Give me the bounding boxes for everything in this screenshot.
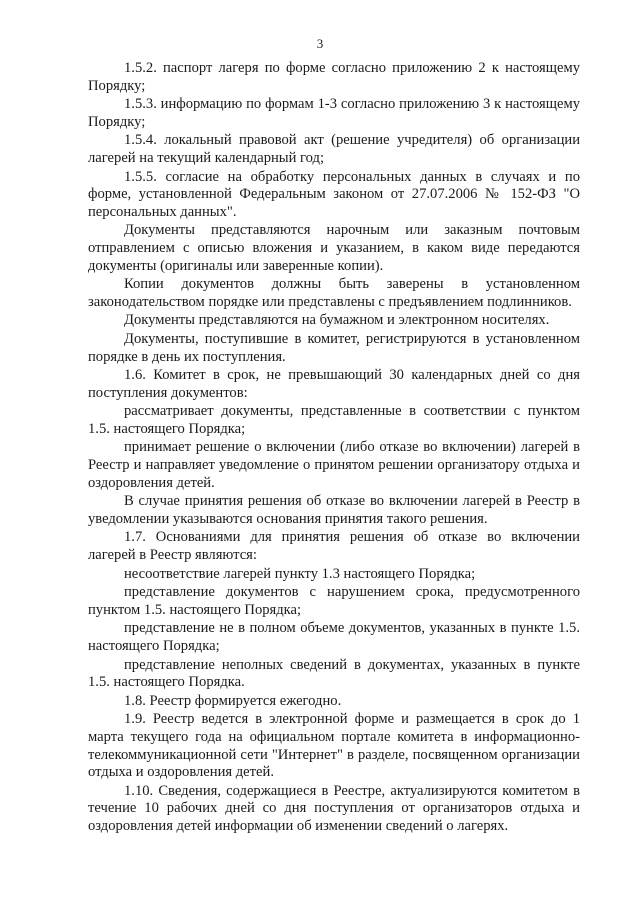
paragraph-incomplete-info: представление неполных сведений в документах, указанных в пункте 1.5. настоящего Порядка.	[88, 656, 580, 691]
paragraph-incomplete-documents: представление не в полном объеме документов, указанных в пункте 1.5. настоящего Порядка;	[88, 620, 580, 654]
paragraph-refusal-notice: В случае принятия решения об отказе во включении лагерей в Реестр в уведомлении указываются основания принятия такого решения.	[88, 493, 580, 527]
paragraph-registration: Документы, поступившие в комитет, регистрируются в установленном порядке в день их поступления.	[88, 330, 580, 365]
paragraph-documents-delivery: Документы представляются нарочным или заказным почтовым отправлением с описью вложения и указанием, в каком виде передаются документы (оригиналы или заверенные копии).	[88, 222, 580, 274]
page-number: 3	[316, 36, 324, 51]
paragraph-1-6: 1.6. Комитет в срок, не превышающий 30 календарных дней со дня поступления документов:	[88, 367, 580, 401]
paragraph-1-10: 1.10. Сведения, содержащиеся в Реестре, актуализируются комитетом в течение 10 рабочих дней со дня поступления от организаторов отдыха и оздоровления детей информации об изменении сведений о лагерях.	[88, 782, 580, 834]
paragraph-1-7: 1.7. Основаниями для принятия решения об отказе во включении лагерей в Реестр являются:	[88, 529, 580, 564]
paragraph-nonconformity: несоответствие лагерей пункту 1.3 настоящего Порядка;	[124, 565, 476, 582]
paragraph-1-9: 1.9. Реестр ведется в электронной форме и размещается в срок до 1 марта текущего года на официальном портале комитета в информационно-телекоммуникационной сети "Интернет" в разделе, посвященном организации отдыха и оздоровления детей.	[88, 711, 580, 781]
paragraph-1-5-2: 1.5.2. паспорт лагеря по форме согласно приложению 2 к настоящему Порядку;	[88, 60, 580, 94]
paragraph-1-5-4: 1.5.4. локальный правовой акт (решение учредителя) об организации лагерей на текущий календарный год;	[88, 132, 580, 166]
paragraph-reviews-documents: рассматривает документы, представленные в соответствии с пунктом 1.5. настоящего Порядка;	[88, 403, 580, 437]
paragraph-late-submission: представление документов с нарушением срока, предусмотренного пунктом 1.5. настоящего Порядка;	[88, 584, 580, 618]
paragraph-1-5-3: 1.5.3. информацию по формам 1-3 согласно приложению 3 к настоящему Порядку;	[88, 96, 580, 130]
document-body	[88, 60, 580, 836]
paragraph-1-5-5: 1.5.5. согласие на обработку персональных данных в случаях и по форме, установленной Федеральным законом от 27.07.2006 № 152-ФЗ "О персональных данных".	[88, 168, 580, 220]
paragraph-makes-decision: принимает решение о включении (либо отказе во включении) лагерей в Реестр и направляет уведомление о принятом решении организатору отдыха и оздоровления детей.	[88, 439, 580, 491]
paragraph-copies-certified: Копии документов должны быть заверены в установленном законодательством порядке или представлены с предъявлением подлинников.	[88, 276, 580, 310]
paragraph-paper-electronic: Документы представляются на бумажном и электронном носителях.	[124, 312, 550, 329]
paragraph-1-8: 1.8. Реестр формируется ежегодно.	[124, 692, 342, 709]
